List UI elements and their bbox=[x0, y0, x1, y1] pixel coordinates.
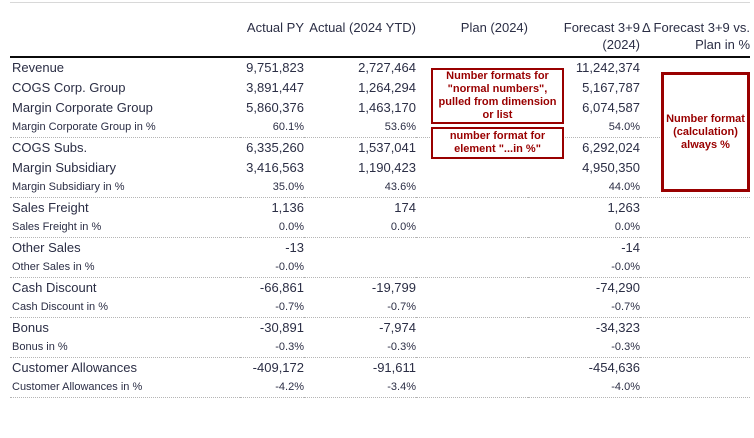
annotation-line: element "...in %" bbox=[454, 143, 541, 155]
cell-actual_ytd bbox=[304, 257, 416, 277]
cell-forecast: 6,074,587 bbox=[582, 99, 640, 115]
table-row bbox=[10, 297, 750, 317]
annotation-line: "normal numbers", bbox=[447, 83, 548, 95]
cell-delta bbox=[640, 317, 750, 337]
cell-actual_ytd: 174 bbox=[394, 199, 416, 215]
annotation-normal-number-format bbox=[431, 68, 564, 124]
cell-actual_ytd: 1,463,170 bbox=[358, 99, 416, 115]
col-header-forecast-line1: Forecast 3+9 bbox=[563, 20, 640, 35]
row-label: Customer Allowances in % bbox=[10, 377, 240, 397]
table-row bbox=[10, 277, 750, 297]
table-row bbox=[10, 357, 750, 377]
cell-actual_py: 0.0% bbox=[240, 217, 304, 237]
table-header bbox=[10, 3, 750, 57]
row-label: Bonus in % bbox=[10, 337, 240, 357]
cell-actual_ytd: 1,537,041 bbox=[358, 139, 416, 155]
cell-actual_ytd: -0.3% bbox=[304, 337, 416, 357]
cell-forecast: -34,323 bbox=[595, 319, 640, 335]
row-label: Sales Freight in % bbox=[10, 217, 240, 237]
cell-forecast: -454,636 bbox=[588, 359, 640, 375]
cell-actual_py: 9,751,823 bbox=[246, 60, 304, 75]
cell-forecast: 1,263 bbox=[607, 199, 640, 215]
cell-actual_ytd: 1,264,294 bbox=[358, 79, 416, 95]
annotation-line: or list bbox=[482, 109, 513, 121]
annotation-calculation-format bbox=[661, 72, 750, 192]
cell-actual_py: -66,861 bbox=[259, 279, 304, 295]
table-row bbox=[10, 257, 750, 277]
row-label: Cash Discount bbox=[12, 279, 97, 295]
cell-forecast: 11,242,374 bbox=[575, 60, 640, 75]
annotation-line: always % bbox=[681, 138, 730, 151]
cell-delta bbox=[640, 297, 750, 317]
cell-delta bbox=[640, 337, 750, 357]
annotation-line: (calculation) bbox=[673, 125, 738, 138]
cell-forecast: -4.0% bbox=[528, 377, 640, 397]
table-row bbox=[10, 177, 750, 197]
cell-actual_py: -0.7% bbox=[240, 297, 304, 317]
cell-actual_py: 6,335,260 bbox=[246, 139, 304, 155]
cell-plan bbox=[416, 317, 528, 337]
table-row bbox=[10, 317, 750, 337]
header-row bbox=[10, 3, 750, 57]
cell-actual_ytd: 43.6% bbox=[304, 177, 416, 197]
cell-forecast: -0.7% bbox=[528, 297, 640, 317]
cell-plan bbox=[416, 297, 528, 317]
cell-delta bbox=[640, 357, 750, 377]
col-header-delta-line2: Plan in % bbox=[695, 37, 750, 52]
col-header-label bbox=[10, 3, 240, 57]
row-label: Revenue bbox=[12, 60, 65, 75]
cell-actual_ytd: -7,974 bbox=[379, 319, 416, 335]
row-label: Cash Discount in % bbox=[10, 297, 240, 317]
cell-delta bbox=[640, 277, 750, 297]
cell-actual_py: 1,136 bbox=[271, 199, 304, 215]
cell-actual_py: -0.0% bbox=[240, 257, 304, 277]
row-label: Other Sales in % bbox=[10, 257, 240, 277]
cell-actual_py: -4.2% bbox=[240, 377, 304, 397]
cell-delta bbox=[640, 377, 750, 397]
cell-forecast: 0.0% bbox=[528, 217, 640, 237]
table-row bbox=[10, 97, 750, 117]
cell-actual_py: 3,416,563 bbox=[246, 159, 304, 175]
cell-forecast: 54.0% bbox=[528, 117, 640, 137]
table-row bbox=[10, 137, 750, 157]
row-label: Other Sales bbox=[12, 239, 81, 255]
cell-plan bbox=[416, 237, 528, 257]
cell-actual_py: -30,891 bbox=[259, 319, 304, 335]
pnl-table bbox=[10, 3, 750, 398]
cell-actual_ytd: -0.7% bbox=[304, 297, 416, 317]
cell-actual_py: 5,860,376 bbox=[246, 99, 304, 115]
col-header-delta bbox=[640, 3, 750, 57]
cell-plan bbox=[416, 157, 528, 177]
table-row bbox=[10, 377, 750, 397]
annotation-line: Number format bbox=[666, 112, 745, 125]
table-row bbox=[10, 117, 750, 137]
cell-plan bbox=[416, 257, 528, 277]
col-header-actual-ytd bbox=[304, 3, 416, 57]
cell-delta bbox=[640, 237, 750, 257]
cell-actual_ytd: -3.4% bbox=[304, 377, 416, 397]
table-row bbox=[10, 57, 750, 77]
row-label: Margin Subsidiary in % bbox=[10, 177, 240, 197]
table-row bbox=[10, 197, 750, 217]
col-header-actual-py bbox=[240, 3, 304, 57]
cell-actual_ytd bbox=[304, 237, 416, 257]
annotation-line: Number formats for bbox=[446, 70, 549, 82]
cell-actual_py: -0.3% bbox=[240, 337, 304, 357]
cell-delta bbox=[640, 257, 750, 277]
row-label: Customer Allowances bbox=[12, 359, 137, 375]
cell-actual_ytd: 0.0% bbox=[304, 217, 416, 237]
cell-forecast: 44.0% bbox=[528, 177, 640, 197]
cell-plan bbox=[416, 197, 528, 217]
cell-delta bbox=[640, 197, 750, 217]
table-row bbox=[10, 237, 750, 257]
col-header-delta-line1: Δ Forecast 3+9 vs. bbox=[641, 20, 750, 35]
cell-forecast: -0.0% bbox=[528, 257, 640, 277]
row-label: Sales Freight bbox=[12, 199, 89, 215]
cell-forecast: 4,950,350 bbox=[582, 159, 640, 175]
cell-forecast: 5,167,787 bbox=[582, 79, 640, 95]
row-label: Margin Corporate Group in % bbox=[10, 117, 240, 137]
cell-delta bbox=[640, 217, 750, 237]
cell-forecast: -74,290 bbox=[595, 279, 640, 295]
cell-plan bbox=[416, 277, 528, 297]
cell-actual_ytd: 1,190,423 bbox=[358, 159, 416, 175]
cell-actual_py: 60.1% bbox=[240, 117, 304, 137]
table-body bbox=[10, 57, 750, 397]
table-row bbox=[10, 157, 750, 177]
col-header-plan bbox=[416, 3, 528, 57]
row-label: COGS Corp. Group bbox=[12, 79, 126, 95]
row-label: Margin Subsidiary bbox=[12, 159, 117, 175]
row-label: Margin Corporate Group bbox=[12, 99, 153, 115]
col-header-actual-ytd-line1: Actual (2024 YTD) bbox=[309, 20, 416, 35]
annotation-in-percent-format bbox=[431, 127, 564, 159]
col-header-forecast bbox=[528, 3, 640, 57]
cell-actual_py: -409,172 bbox=[252, 359, 304, 375]
cell-plan bbox=[416, 217, 528, 237]
cell-actual_py: 35.0% bbox=[240, 177, 304, 197]
cell-actual_py: -13 bbox=[285, 239, 304, 255]
annotation-line: pulled from dimension bbox=[438, 96, 557, 108]
cell-actual_ytd: -19,799 bbox=[371, 279, 416, 295]
cell-actual_ytd: 53.6% bbox=[304, 117, 416, 137]
annotation-line: number format for bbox=[449, 130, 546, 142]
cell-plan bbox=[416, 337, 528, 357]
col-header-forecast-line2: (2024) bbox=[602, 37, 640, 52]
cell-actual_ytd: -91,611 bbox=[372, 359, 416, 375]
cell-actual_ytd: 2,727,464 bbox=[358, 60, 416, 75]
table-row bbox=[10, 217, 750, 237]
cell-forecast: -14 bbox=[621, 239, 640, 255]
cell-plan bbox=[416, 357, 528, 377]
cell-plan bbox=[416, 177, 528, 197]
row-label: Bonus bbox=[12, 319, 49, 335]
table-row bbox=[10, 337, 750, 357]
cell-forecast: -0.3% bbox=[528, 337, 640, 357]
col-header-plan-line1: Plan (2024) bbox=[460, 20, 528, 35]
cell-plan bbox=[416, 377, 528, 397]
cell-forecast: 6,292,024 bbox=[582, 139, 640, 155]
table-row bbox=[10, 77, 750, 97]
cell-actual_py: 3,891,447 bbox=[246, 79, 304, 95]
report-table bbox=[10, 2, 750, 398]
col-header-actual-py-line1: Actual PY bbox=[246, 20, 304, 35]
row-label: COGS Subs. bbox=[12, 139, 88, 155]
